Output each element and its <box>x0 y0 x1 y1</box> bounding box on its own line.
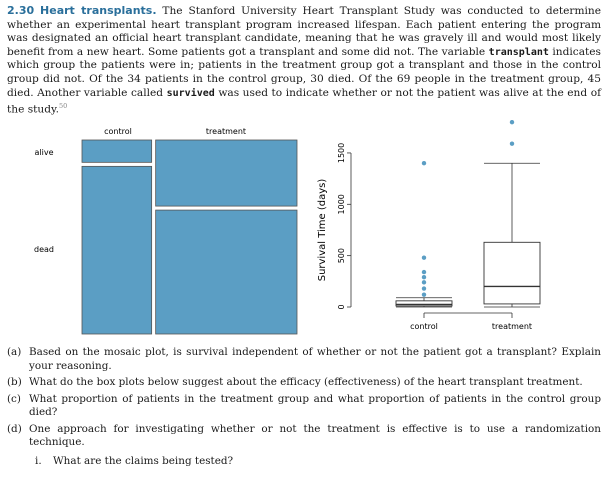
problem-statement <box>7 4 601 117</box>
mosaic-plot <box>0 120 305 340</box>
mosaic-cell-control-alive <box>82 140 152 162</box>
mosaic-row-label-dead: dead <box>34 245 54 254</box>
variable-transplant: transplant <box>488 46 549 58</box>
y-tick-label-500: 500 <box>337 248 346 264</box>
problem-text-3: was used to indicate whether or not the patient was alive at the end of the study. <box>7 86 601 116</box>
box-control-outlier <box>422 280 426 284</box>
mosaic-col-label-control: control <box>104 127 132 136</box>
subquestion-i-text: What are the claims being tested? <box>53 454 234 467</box>
question-a-label: (a) <box>7 346 22 358</box>
box-treatment-outlier <box>510 120 514 124</box>
problem-text-2: indicates which group the patients were in; patients in the treatment group got a transplant and those in the control group did not. Of the 34 patients in the control group, 30 died. Of the 69 people in the treatment group, 45 died. Another variable called <box>7 45 601 99</box>
box-treatment-outlier <box>510 142 514 146</box>
box-treatment-iqr <box>484 242 540 304</box>
problem-text-1: The Stanford University Heart Transplant Study was conducted to determine whether an experimental heart transplant program increased lifespan. Each patient entering the program was designated an official heart transplant candidate, meaning that he was gravely ill and would most likely benefit from a new heart. Some patients got a transplant and some did not. The variable <box>7 5 601 58</box>
y-tick-label-0: 0 <box>337 304 346 310</box>
question-d-text: One approach for investigating whether or not the treatment is effective is to use a randomization technique. <box>29 422 601 448</box>
question-d-label: (d) <box>7 422 22 435</box>
variable-survived: survived <box>166 87 215 99</box>
mosaic-cell-treatment-dead <box>156 210 297 334</box>
box-control-iqr <box>396 301 452 306</box>
question-c-label: (c) <box>7 392 21 405</box>
mosaic-cell-control-dead <box>82 166 152 334</box>
subquestion-i <box>29 455 601 469</box>
problem-number: 2.30 <box>7 4 35 17</box>
box-control-outlier <box>422 256 426 260</box>
y-tick-label-1000: 1000 <box>337 194 346 215</box>
box-control-outlier <box>422 161 426 165</box>
box-control-outlier <box>422 286 426 290</box>
y-tick-label-1500: 1500 <box>337 142 346 164</box>
x-tick-label-control: control <box>410 322 438 331</box>
question-c-text: What proportion of patients in the treatment group and what proportion of patients in the control group died? <box>29 392 601 418</box>
box-control-outlier <box>422 270 426 274</box>
box-plot <box>305 120 605 340</box>
subquestion-i-label: i. <box>35 454 42 467</box>
question-a-text: Based on the mosaic plot, is survival independent of whether or not the patient got a transplant? Explain your reasoning. <box>29 346 601 372</box>
box-control-outlier <box>422 275 426 279</box>
question-d <box>7 423 601 450</box>
question-b <box>7 376 601 390</box>
question-a <box>7 346 601 373</box>
box-control-outlier <box>422 292 426 296</box>
question-b-label: (b) <box>7 376 22 388</box>
problem-title: Heart transplants. <box>40 4 157 17</box>
mosaic-row-label-alive: alive <box>34 148 54 157</box>
box-plot-ylabel: Survival Time (days) <box>317 178 328 282</box>
mosaic-cell-treatment-alive <box>156 140 297 206</box>
question-list <box>7 346 601 468</box>
box-control <box>396 161 452 307</box>
box-treatment <box>484 120 540 307</box>
x-tick-label-treatment: treatment <box>491 322 533 331</box>
mosaic-col-label-treatment: treatment <box>205 127 247 136</box>
question-c <box>7 393 601 420</box>
footnote-marker: 50 <box>58 102 68 111</box>
question-b-text: What do the box plots below suggest about the efficacy (effectiveness) of the heart transplant treatment. <box>29 376 583 388</box>
